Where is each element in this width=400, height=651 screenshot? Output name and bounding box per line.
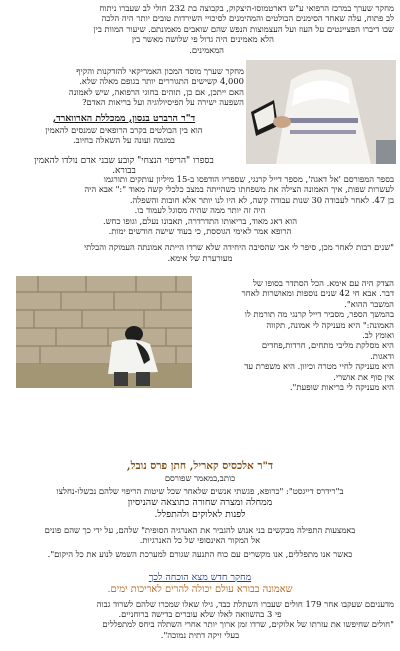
study-line: 4,000 קשישים התגוררים יותר בגופם מאלה שלא. <box>79 76 244 87</box>
benson-book: בספרו "הריפוי הנצחי" קובע שבני אדם נולדו להאמין <box>34 155 214 166</box>
right-line: המשבר ההוא". <box>344 298 394 309</box>
mother-quote: מעורערת של אימא. <box>167 252 233 263</box>
carrel-power: אל המקור האינסופי של כל האנרגיות. <box>139 535 261 546</box>
carrel-power: באמצעות התפילה מבקשים בני אנוש להגביר את האנרגיה הסופית" שלהם, על ידי כך שהם פונים <box>44 524 356 535</box>
carrel-sub: כותב,במאמר שפורסם <box>164 473 236 483</box>
right-line: בהמשך הספר, מסביר דייל קרנגי מה תורמת לו <box>244 309 394 320</box>
carrel-name: ד"ר אלכסיס קאריל, חתן פרס נובל, <box>126 460 274 472</box>
right-line: היא מעניקה לי בריאות שופעת". <box>289 382 394 393</box>
right-line: הצדק היה עם אימא. הכל הסתדר בסופו של <box>252 278 394 288</box>
mother-line: היה זה יותר ממה שהיה מסוגל לעמוד בו. <box>134 205 266 216</box>
proof-line: מדעניםם שעקבו אחר 179 חולים שעברו השתלת כבד, גילו שאלו שמכרו שלהם לשרוד גבוה <box>96 598 394 609</box>
study-line: השפעה ישירה על הפיסיולוגיה ועל בריאות האדם? <box>82 97 244 108</box>
study-line: האם ייתכן, אם כן, תוהים בחוגי הרפואה, שיש לאמונה <box>68 86 244 97</box>
proof-line: "חולים שחיפשו את עזרתו של אלוקים, שרדו זמן ארוך יותר אחרי השתלה ביחס למתפללים <box>102 619 394 630</box>
right-line: האמונה:" היא מעניקה לי אמונה, תקווה <box>266 319 394 330</box>
intro-line: המאמינים. <box>189 44 224 55</box>
mother-quote: "שנים רבות לאחר מכן, סיפר לי אבי שהסיבה היחידה שלא שרדו הייתה אמונתה העמוקה והבלתי <box>83 242 394 253</box>
right-line: ודאגות. <box>370 350 394 361</box>
intro-line: הלא מאמינים היה גדול פי שלושה מאשר בין <box>131 34 274 45</box>
proof-line: פי 3 בהשוואה לאלו שלא עוברים בדישה ברוחניים. <box>118 608 282 619</box>
carrel-reader: לפנות לאלוקים ולהתפלל. <box>154 508 246 520</box>
mother-line: בן 47. לאחר לעבודה 30 שנות עבודה קשה, לא היו לנו יותר אלא חובות והשפלה. <box>129 194 394 205</box>
benson-book: בבורא. <box>112 166 136 177</box>
man-praying-at-western-wall-photo <box>16 276 192 388</box>
mother-line: בספר המפורסם 'אל דאגה', מספר דייל קרנגי, שספריו הודפסו ב-15 מיליון עותקים ותורגמו <box>103 174 394 184</box>
right-line: ואומץ לב. <box>362 330 394 341</box>
photo-wall <box>16 276 192 388</box>
right-line: היא מסלקת מליבי מתחים, חרדות,פחדים <box>261 340 394 351</box>
benson-line: הוא בין הבולטים בקרב הרופאים שמנסים להאמין <box>45 125 203 135</box>
proof-heading: מחקר חדש מצא הוכחה לכך <box>148 572 252 583</box>
benson-name: ד"ר הרברט בנסון, ממכללת הארווארד, <box>52 113 196 124</box>
mother-line: הוא דאג מאוד, בריאותו התדרדרה, תאבונו נעלם, וגופו כחש. <box>102 215 298 226</box>
study-paragraph <box>4 66 244 108</box>
mother-line: לעשרות שפות, איך האמונה הצילה את משפחתו כשהייתה במצב כלכלי קשה מאוד ":" אבא היה <box>84 184 394 195</box>
carrel-reader: ב"רידרס דייגסט": "כרופא, פגשתי אנשים שלאחר שכל שיטות הריפוי שלהם נכשלו-נחלצו <box>56 486 344 497</box>
right-line: היא מעניקה לחיי מטרה וכיוון. היא משפרת עד <box>244 361 394 372</box>
study-line: מחקר שערך מוסד המכון האמריקאי להזדקנות והקיף <box>76 66 244 76</box>
carrel-paragraph <box>6 460 394 559</box>
right-line: דבר. אבא חי 42 שנים נוספות ומאושרות לאחר <box>241 288 394 299</box>
mother-line: הרופא אמר לאימי הגוססת, כי בעוד שישה חודשים ימות. <box>108 226 292 237</box>
intro-line: שבו דיברו הפציינטים על העוז ועל העצמוצות הנפש שהם שואבים מאמונתם. שיעור המוות בין <box>93 23 394 34</box>
proof-section <box>6 572 394 640</box>
right-line: אין סוף את אושרי. <box>333 371 394 382</box>
proof-line: בעלי זיקה דתית נמוכה". <box>160 629 240 640</box>
benson-line: במגמה ועונה על השאלה בחיוב. <box>73 135 175 146</box>
carrel-ask: כאשר אנו מתפללים, אנו מקשרים עם כוח התנעה שגורם למערכת השמש לנוע את כל היקום". <box>47 548 353 559</box>
man-praying-with-tallit-photo <box>246 60 396 164</box>
intro-line: לב פתוח, עלה שאחד הסימנים הבולטים והמהימנים לסיכויי השירדות טובים יותר היה הלכה <box>101 13 394 24</box>
benson-paragraph <box>4 113 244 177</box>
intro-paragraph <box>6 3 394 55</box>
intro-line: מחקר שערך במרכז הרפואי ע"ש דארטמוסו-היצקוק, בקבוצה בת 232 חולי לב שעברו ניתוח <box>99 3 394 13</box>
mother-paragraph <box>6 174 394 263</box>
right-column-paragraph <box>198 278 394 392</box>
photo-top <box>246 60 396 164</box>
proof-subheading: שאמונה בבורא עולם יכולה להרים לאריכות ימים. <box>107 584 293 595</box>
carrel-reader: ממחלה ומצרה שחורה כתוצאה שהניסיון <box>127 496 273 508</box>
